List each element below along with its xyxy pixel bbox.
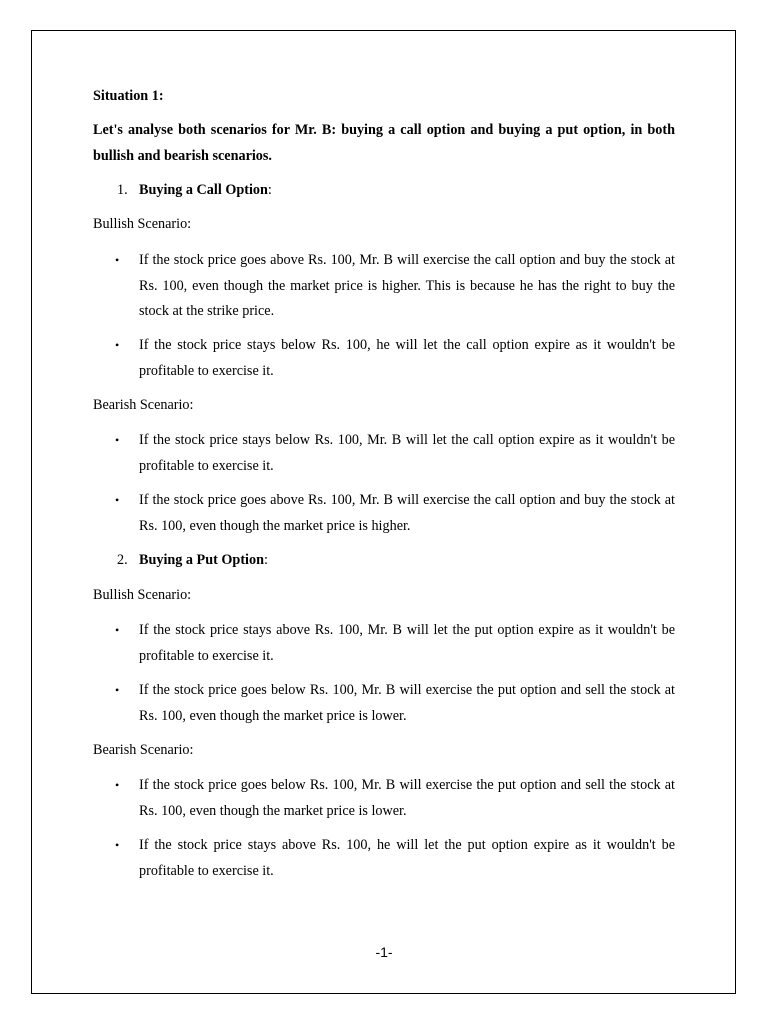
section-title: Buying a Call Option <box>139 182 268 198</box>
bullet-icon: • <box>115 778 120 792</box>
list-item-text: If the stock price stays below Rs. 100, he will let the call option expire as it wouldn't be profitable to exercise it. <box>139 337 675 379</box>
list-item <box>93 428 675 479</box>
bullet-icon: • <box>115 623 120 637</box>
list-item <box>93 248 675 325</box>
list-item <box>93 678 675 729</box>
bullet-icon: • <box>115 338 120 352</box>
document-body <box>93 84 675 879</box>
scenario-label: Bearish Scenario: <box>93 742 194 758</box>
bullet-icon: • <box>115 493 120 507</box>
scenario-label: Bearish Scenario: <box>93 397 194 413</box>
bullet-icon: • <box>115 683 120 697</box>
situation-title: Situation 1: <box>93 88 164 104</box>
list-item <box>93 333 675 384</box>
section-title-suffix: : <box>263 552 268 568</box>
list-item <box>93 773 675 824</box>
list-item-text: If the stock price goes below Rs. 100, Mr. B will exercise the put option and sell the stock at Rs. 100, even though the market price is lower. <box>139 682 675 724</box>
section-title-suffix: : <box>267 182 272 198</box>
list-item-text: If the stock price stays below Rs. 100, Mr. B will let the call option expire as it wouldn't be profitable to exercise it. <box>139 432 675 474</box>
page-number: -1- <box>375 944 393 960</box>
intro-paragraph: Let's analyse both scenarios for Mr. B: buying a call option and buying a put option, in both bullish and bearish scenarios. <box>93 122 675 164</box>
bullet-icon: • <box>115 838 120 852</box>
list-item <box>93 833 675 884</box>
list-item-text: If the stock price goes above Rs. 100, Mr. B will exercise the call option and buy the stock at Rs. 100, even though the market price is higher. This is because he has the right to buy the stock at the strike price. <box>139 252 675 319</box>
section-heading-call <box>93 178 675 204</box>
section-title: Buying a Put Option <box>139 552 264 568</box>
section-heading-put <box>93 548 675 574</box>
section-number: 1. <box>117 182 128 198</box>
list-item-text: If the stock price stays above Rs. 100, he will let the put option expire as it wouldn't be profitable to exercise it. <box>139 837 675 879</box>
bullet-icon: • <box>115 253 120 267</box>
bullet-icon: • <box>115 433 120 447</box>
scenario-label: Bullish Scenario: <box>93 216 192 232</box>
scenario-label: Bullish Scenario: <box>93 587 192 603</box>
list-item-text: If the stock price goes below Rs. 100, Mr. B will exercise the put option and sell the stock at Rs. 100, even though the market price is lower. <box>139 777 675 819</box>
section-number: 2. <box>117 552 128 568</box>
list-item <box>93 618 675 669</box>
list-item-text: If the stock price goes above Rs. 100, Mr. B will exercise the call option and buy the stock at Rs. 100, even though the market price is higher. <box>139 492 675 534</box>
list-item <box>93 488 675 539</box>
list-item-text: If the stock price stays above Rs. 100, Mr. B will let the put option expire as it wouldn't be profitable to exercise it. <box>139 622 675 664</box>
